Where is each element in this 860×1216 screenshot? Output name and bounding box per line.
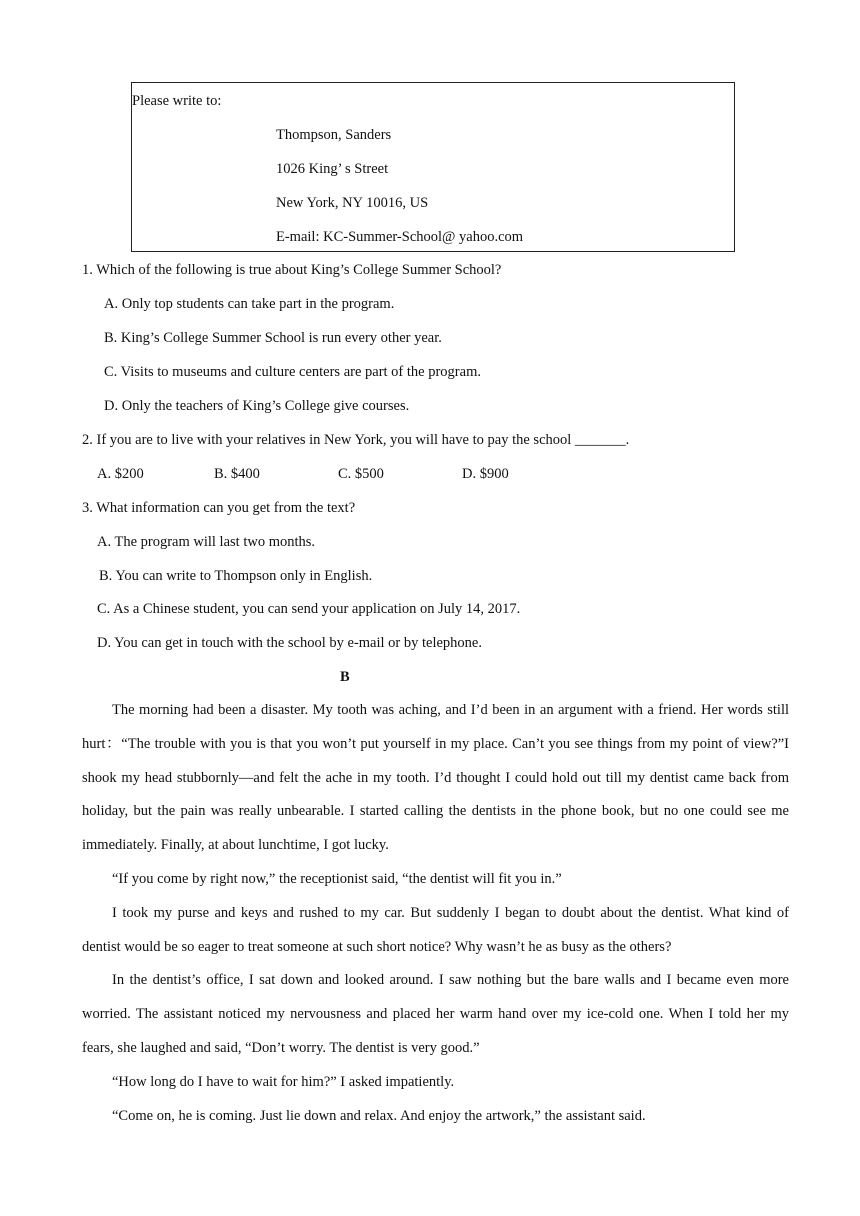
passage-paragraph-5: “How long do I have to wait for him?” I asked impatiently. [112, 1073, 455, 1090]
question-3-option-b: B. You can write to Thompson only in English. [99, 568, 373, 584]
passage-paragraph-3: I took my purse and keys and rushed to my car. But suddenly I began to doubt about the dentist. What kind of dentist would be so eager to treat someone at such short notice? Why wasn’t he as busy as the others? [82, 904, 789, 955]
question-1-option-b: B. King’s College Summer School is run every other year. [104, 330, 442, 346]
question-1-option-d: D. Only the teachers of King’s College give courses. [104, 398, 410, 414]
question-2-option-a: A. $200 [97, 466, 144, 482]
contact-city: New York, NY 10016, US [276, 195, 429, 211]
passage-paragraph-6: “Come on, he is coming. Just lie down and relax. And enjoy the artwork,” the assistant said. [112, 1107, 646, 1124]
question-3-option-c: C. As a Chinese student, you can send your application on July 14, 2017. [97, 601, 521, 617]
question-3-option-a: A. The program will last two months. [97, 534, 316, 550]
contact-email: E-mail: KC-Summer-School@ yahoo.com [276, 229, 524, 245]
question-3-option-d: D. You can get in touch with the school by e-mail or by telephone. [97, 635, 482, 651]
question-2-stem: 2. If you are to live with your relatives in New York, you will have to pay the school _______. [82, 432, 630, 448]
contact-box [131, 82, 735, 252]
section-heading: B [340, 669, 350, 685]
question-2-option-c: C. $500 [338, 466, 384, 482]
question-2-option-b: B. $400 [214, 466, 260, 482]
passage-paragraph-2: “If you come by right now,” the receptionist said, “the dentist will fit you in.” [112, 870, 562, 887]
question-3-stem: 3. What information can you get from the text? [82, 500, 356, 516]
passage-paragraph-1: The morning had been a disaster. My tooth was aching, and I’d been in an argument with a friend. Her words still hurt：“The trouble with you is that you won’t put yourself in my place. Can’t you see things from my point of view?”I shook my head stubbornly—and felt the ache in my tooth. I’d thought I could hold out till my dentist came back from holiday, but the pain was really unbearable. I started calling the dentists in the phone book, but no one could see me immediately. Finally, at about lunchtime, I got lucky. [82, 702, 789, 854]
passage-paragraph-4: In the dentist’s office, I sat down and looked around. I saw nothing but the bare walls and I became even more worried. The assistant noticed my nervousness and placed her warm hand over my ice-cold one. When I told her my fears, she laughed and said, “Don’t worry. The dentist is very good.” [82, 972, 789, 1056]
contact-street: 1026 King’ s Street [276, 161, 389, 177]
contact-name: Thompson, Sanders [276, 127, 392, 143]
question-1-option-c: C. Visits to museums and culture centers are part of the program. [104, 364, 481, 380]
question-1-option-a: A. Only top students can take part in the program. [104, 296, 395, 312]
contact-intro: Please write to: [132, 93, 222, 109]
passage [82, 694, 789, 1133]
question-2-option-d: D. $900 [462, 466, 509, 482]
question-1-stem: 1. Which of the following is true about King’s College Summer School? [82, 262, 502, 278]
